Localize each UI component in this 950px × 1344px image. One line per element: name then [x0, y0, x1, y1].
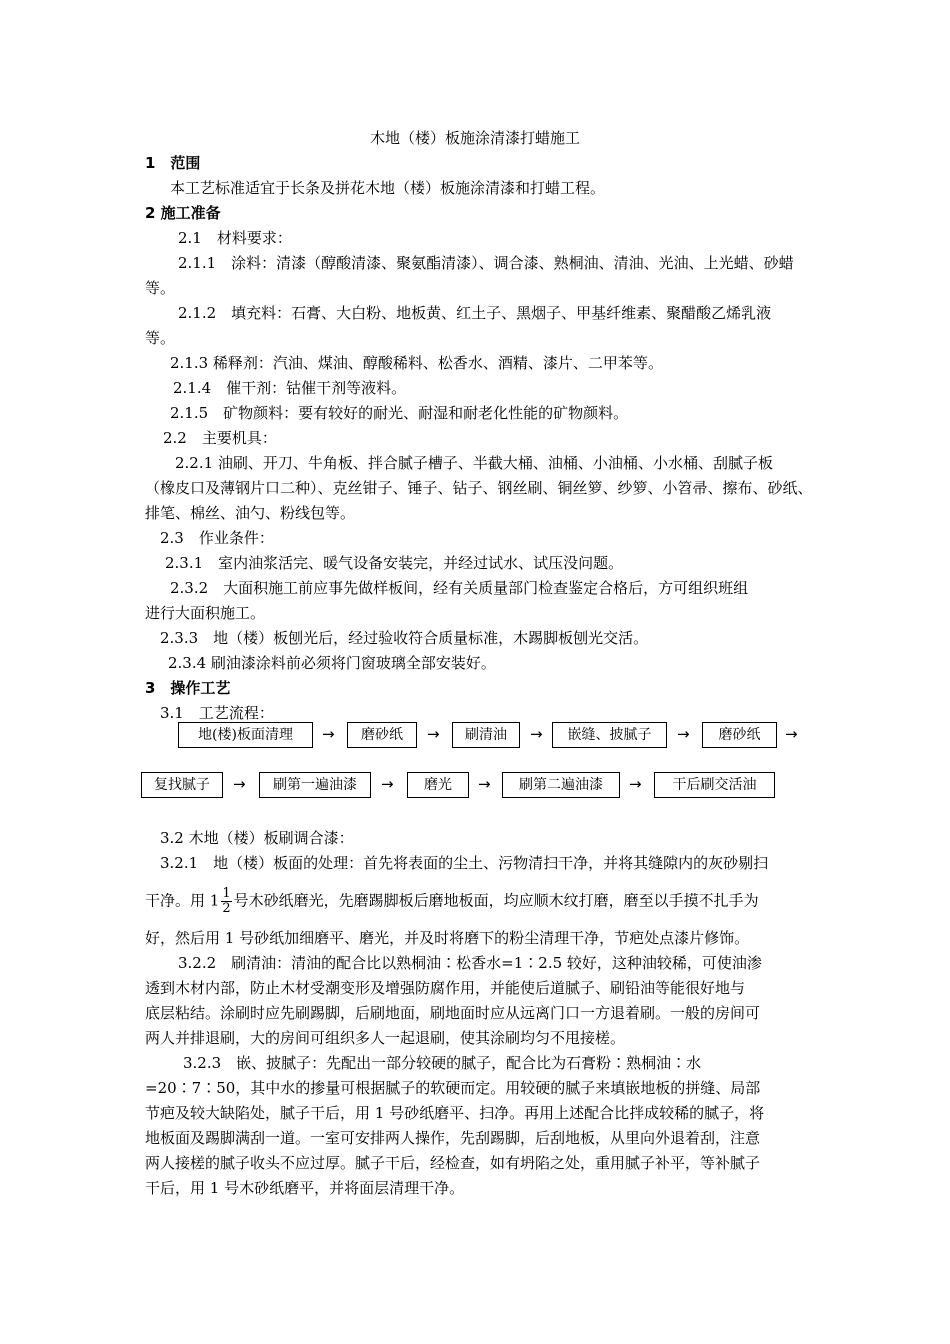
section-2-3-4: 2.3.4 刷油漆涂料前必须将门窗玻璃全部安装好。: [168, 654, 496, 672]
section-2-1-4: 2.1.4 催干剂：钴催干剂等液料。: [173, 379, 407, 397]
section-3-2-3-line4: 地板面及踢脚满刮一道。一室可安排两人操作，先刮踢脚，后刮地板，从里向外退着刮，注意: [145, 1129, 761, 1147]
section-2-2-1-line2: （橡皮口及薄钢片口二种）、克丝钳子、锤子、钻子、钢丝刷、铜丝箩、纱箩、小笤帚、擦布、砂纸、: [145, 479, 813, 497]
section-1-heading: 1 范围: [145, 154, 201, 172]
section-3-2-2-line3: 底层粘结。涂刷时应先刷踢脚，后刷地面，刷地面时应从远离门口一方退着刷。一般的房间可: [145, 1004, 761, 1022]
section-3-2-3-line6: 干后，用 1 号木砂纸磨平，并将面层清理干净。: [145, 1179, 465, 1197]
section-3-2-3-line1: 3.2.3 嵌、披腻子：先配出一部分较硬的腻子，配合比为石膏粉∶熟桐油∶水: [183, 1054, 702, 1072]
doc-title: 木地（楼）板施涂清漆打蜡施工: [369, 129, 580, 147]
section-2-1-2-line1: 2.1.2 填充料：石膏、大白粉、地板黄、红土子、黑烟子、甲基纤维素、聚醋酸乙烯乳液: [178, 304, 772, 322]
flow-arrow-icon: →: [629, 775, 642, 793]
section-3-2-1-line2: [145, 887, 759, 916]
flow-step-4: 嵌缝、披腻子: [552, 722, 667, 748]
section-2-1-5: 2.1.5 矿物颜料：要有较好的耐光、耐湿和耐老化性能的矿物颜料。: [170, 404, 629, 422]
section-3-heading: 3 操作工艺: [145, 679, 231, 697]
section-2-2: 2.2 主要机具：: [163, 429, 277, 447]
flow-step-6: 复找腻子: [141, 772, 223, 798]
flow-step-5: 磨砂纸: [702, 722, 777, 748]
section-3-2: 3.2 木地（楼）板刷调合漆：: [160, 829, 354, 847]
section-2-1-1-line2: 等。: [145, 279, 176, 297]
section-3-2-2-line4: 两人并排退刷，大的房间可组织多人一起退刷，使其涂刷均匀不甩接槎。: [145, 1029, 626, 1047]
flow-step-8: 磨光: [407, 772, 469, 798]
section-3-2-3-line3: 节疤及较大缺陷处，腻子干后，用 1 号砂纸磨平、扫净。再用上述配合比拌成较稀的腻子，将: [145, 1104, 765, 1122]
flow-step-10: 干后刷交活油: [654, 772, 775, 798]
section-2-3-2-line2: 进行大面积施工。: [145, 604, 266, 622]
flow-step-9: 刷第二遍油漆: [502, 772, 620, 798]
section-2-heading: 2 施工准备: [145, 204, 221, 222]
section-3-2-3-line2: =20∶7∶50，其中水的掺量可根据腻子的软硬而定。用较硬的腻子来填嵌地板的拼缝、局部: [145, 1079, 761, 1097]
section-1-text: 本工艺标准适宜于长条及拼花木地（楼）板施涂清漆和打蜡工程。: [170, 179, 606, 197]
text-run: 号木砂纸磨光，先磨踢脚板后磨地板面，均应顺木纹打磨，磨至以手摸不扎手为: [233, 891, 759, 910]
section-2-2-1-line1: 2.2.1 油刷、开刀、牛角板、拌合腻子槽子、半截大桶、油桶、小油桶、小水桶、刮腻子板: [175, 454, 773, 472]
section-3-1: 3.1 工艺流程：: [160, 704, 274, 722]
section-2-1-3: 2.1.3 稀释剂：汽油、煤油、醇酸稀料、松香水、酒精、漆片、二甲苯等。: [170, 354, 663, 372]
section-2-3-3: 2.3.3 地（楼）板刨光后，经过验收符合质量标准，木踢脚板刨光交活。: [160, 629, 649, 647]
flow-step-1: 地(楼)板面清理: [178, 722, 313, 748]
flow-arrow-icon: →: [530, 725, 543, 743]
section-3-2-1-line1: 3.2.1 地（楼）板面的处理：首先将表面的尘土、污物清扫干净，并将其缝隙内的灰砂剔扫: [160, 854, 769, 872]
flow-step-2: 磨砂纸: [347, 722, 417, 748]
flow-step-3: 刷清油: [452, 722, 520, 748]
section-3-2-2-line2: 透到木材内部，防止木材受潮变形及增强防腐作用，并能使后道腻子、刷铅油等能很好地与: [145, 979, 746, 997]
section-2-3: 2.3 作业条件：: [160, 529, 274, 547]
section-3-2-3-line5: 两人接槎的腻子收头不应过厚。腻子干后，经检查，如有坍陷之处，重用腻子补平，等补腻子: [145, 1154, 761, 1172]
flow-arrow-icon: →: [427, 725, 440, 743]
section-2-3-2-line1: 2.3.2 大面积施工前应事先做样板间，经有关质量部门检查鉴定合格后，方可组织班组: [170, 579, 749, 597]
section-3-2-1-line3: 好，然后用 1 号砂纸加细磨平、磨光，并及时将磨下的粉尘清理干净，节疤处点漆片修饰。: [145, 929, 750, 947]
flow-arrow-icon: →: [322, 725, 335, 743]
flow-arrow-icon: →: [785, 725, 798, 743]
flow-arrow-icon: →: [677, 725, 690, 743]
section-2-1: 2.1 材料要求：: [178, 229, 292, 247]
fraction-numerator: 1: [222, 886, 231, 901]
flow-arrow-icon: →: [381, 775, 394, 793]
flow-step-7: 刷第一遍油漆: [259, 772, 371, 798]
section-2-2-1-line3: 排笔、棉丝、油勺、粉线包等。: [145, 504, 356, 522]
fraction: [221, 887, 231, 916]
section-2-1-2-line2: 等。: [145, 329, 176, 347]
section-3-2-2-line1: 3.2.2 刷清油：清油的配合比以熟桐油∶松香水=1∶2.5 较好，这种油较稀，可使油渗: [178, 954, 762, 972]
section-2-3-1: 2.3.1 室内油浆活完、暖气设备安装完，并经过试水、试压没问题。: [165, 554, 624, 572]
flow-arrow-icon: →: [478, 775, 491, 793]
flow-arrow-icon: →: [233, 775, 246, 793]
section-2-1-1-line1: 2.1.1 涂料：清漆（醇酸清漆、聚氨酯清漆）、调合漆、熟桐油、清油、光油、上光蜡、砂蜡: [178, 254, 794, 272]
text-run: 干净。用 1: [145, 891, 220, 910]
fraction-denominator: 2: [222, 901, 231, 916]
